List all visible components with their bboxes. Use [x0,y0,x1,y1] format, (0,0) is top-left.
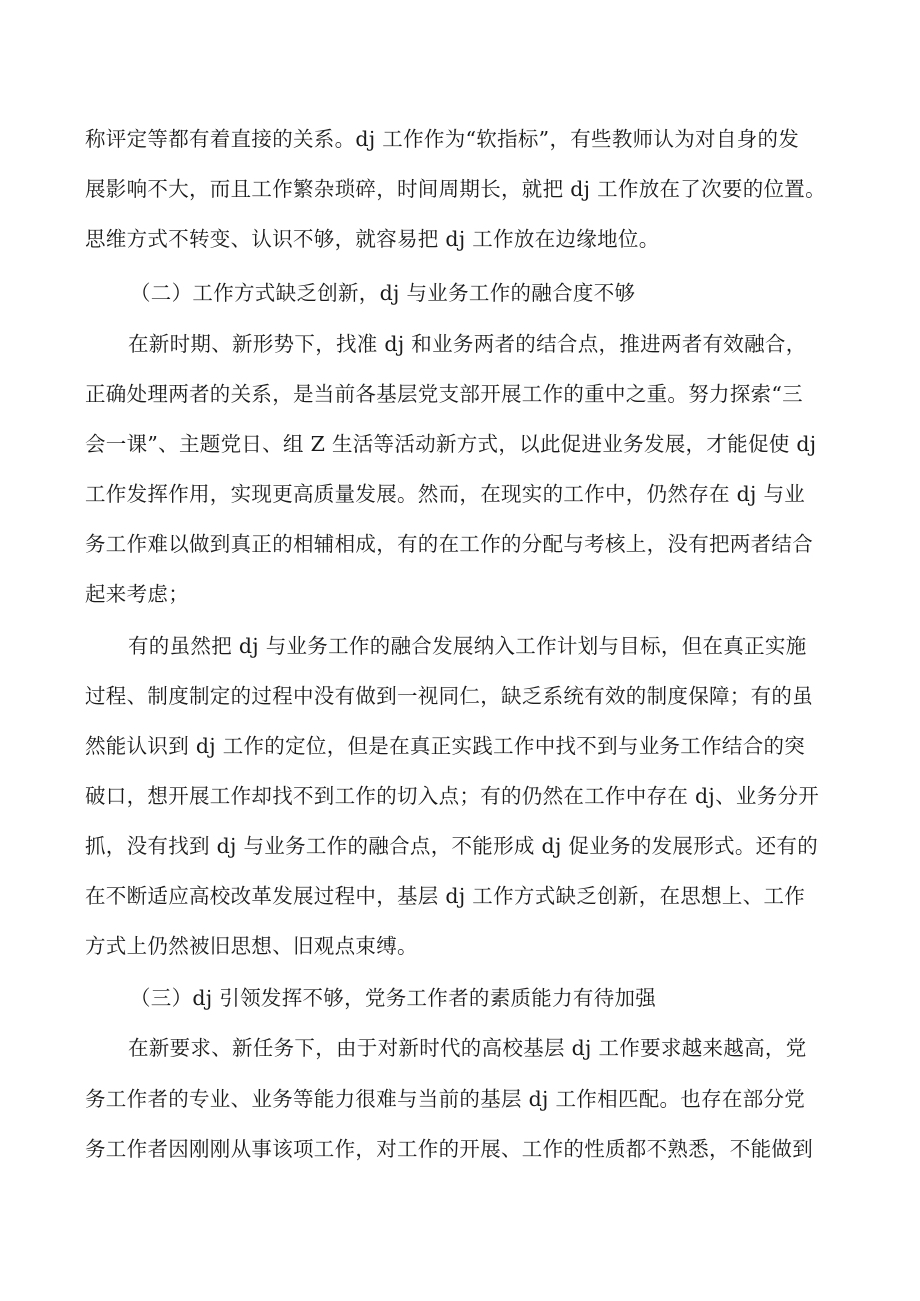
paragraph-line: 然能认识到 dj 工作的定位，但是在真正实践工作中找不到与业务工作结合的突 [85,734,806,758]
paragraph-line: 工作发挥作用，实现更高质量发展。然而，在现实的工作中，仍然存在 dj 与业 [85,482,806,506]
paragraph-line: 称评定等都有着直接的关系。dj 工作作为“软指标”，有些教师认为对自身的发 [85,127,800,151]
paragraph-line: 过程、制度制定的过程中没有做到一视同仁，缺乏系统有效的制度保障；有的虽 [85,684,813,708]
paragraph-line: 思维方式不转变、认识不够，就容易把 dj 工作放在边缘地位。 [85,227,660,251]
paragraph-line: 在新要求、新任务下，由于对新时代的高校基层 dj 工作要求越来越高，党 [128,1036,807,1060]
paragraph-line: 会一课”、主题党日、组 Z 生活等活动新方式，以此促进业务发展，才能促使 dj [85,432,817,456]
paragraph-line: 破口，想开展工作却找不到工作的切入点；有的仍然在工作中存在 dj、业务分开 [85,784,820,808]
paragraph-line: 抓，没有找到 dj 与业务工作的融合点，不能形成 dj 促业务的发展形式。还有的 [85,834,819,858]
paragraph-line: 在不断适应高校改革发展过程中，基层 dj 工作方式缺乏创新，在思想上、工作 [85,884,806,908]
paragraph-line: 务工作者因刚刚从事该项工作，对工作的开展、工作的性质都不熟悉，不能做到 [85,1137,813,1161]
paragraph-line: 正确处理两者的关系，是当前各基层党支部开展工作的重中之重。努力探索“三 [85,382,803,406]
paragraph-line: 有的虽然把 dj 与业务工作的融合发展纳入工作计划与目标，但在真正实施 [128,634,807,658]
paragraph-line: 起来考虑； [85,582,189,606]
section-heading: （二）工作方式缺乏创新，dj 与业务工作的融合度不够 [130,281,636,305]
paragraph-line: 在新时期、新形势下，找准 dj 和业务两者的结合点，推进两者有效融合， [128,332,807,356]
paragraph-line: 展影响不大，而且工作繁杂琐碎，时间周期长，就把 dj 工作放在了次要的位置。 [85,177,826,201]
paragraph-line: 务工作难以做到真正的相辅相成，有的在工作的分配与考核上，没有把两者结合 [85,532,813,556]
paragraph-line: 务工作者的专业、业务等能力很难与当前的基层 dj 工作相匹配。也存在部分党 [85,1087,806,1111]
paragraph-line: 方式上仍然被旧思想、旧观点束缚。 [85,934,418,958]
section-heading: （三）dj 引领发挥不够，党务工作者的素质能力有待加强 [130,986,657,1010]
